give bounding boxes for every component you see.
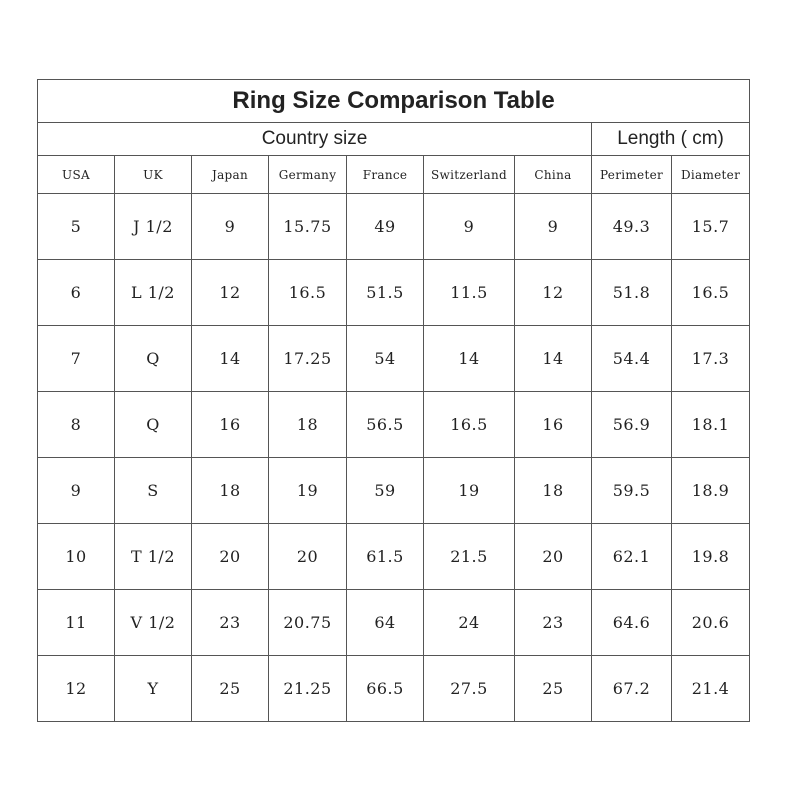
cell-france: 56.5 <box>347 392 424 458</box>
cell-france: 66.5 <box>347 656 424 722</box>
cell-japan: 9 <box>192 194 269 260</box>
cell-perimeter: 67.2 <box>592 656 672 722</box>
cell-usa: 11 <box>38 590 115 656</box>
cell-perimeter: 54.4 <box>592 326 672 392</box>
cell-diameter: 17.3 <box>672 326 750 392</box>
cell-china: 14 <box>515 326 592 392</box>
cell-uk: J 1/2 <box>115 194 192 260</box>
cell-france: 59 <box>347 458 424 524</box>
cell-japan: 16 <box>192 392 269 458</box>
cell-usa: 9 <box>38 458 115 524</box>
table-title: Ring Size Comparison Table <box>38 80 750 123</box>
cell-japan: 20 <box>192 524 269 590</box>
cell-china: 23 <box>515 590 592 656</box>
cell-uk: Q <box>115 326 192 392</box>
cell-uk: Y <box>115 656 192 722</box>
cell-japan: 25 <box>192 656 269 722</box>
cell-usa: 12 <box>38 656 115 722</box>
column-header-perimeter: Perimeter <box>592 156 672 194</box>
table-row <box>38 590 750 656</box>
cell-china: 16 <box>515 392 592 458</box>
cell-france: 49 <box>347 194 424 260</box>
cell-switzerland: 11.5 <box>424 260 515 326</box>
cell-china: 25 <box>515 656 592 722</box>
cell-diameter: 18.9 <box>672 458 750 524</box>
cell-uk: V 1/2 <box>115 590 192 656</box>
cell-germany: 21.25 <box>269 656 347 722</box>
cell-switzerland: 21.5 <box>424 524 515 590</box>
cell-france: 61.5 <box>347 524 424 590</box>
title-row <box>38 80 750 123</box>
cell-japan: 18 <box>192 458 269 524</box>
cell-switzerland: 14 <box>424 326 515 392</box>
cell-perimeter: 62.1 <box>592 524 672 590</box>
cell-diameter: 19.8 <box>672 524 750 590</box>
cell-usa: 8 <box>38 392 115 458</box>
cell-switzerland: 24 <box>424 590 515 656</box>
cell-perimeter: 51.8 <box>592 260 672 326</box>
country-size-header: Country size <box>38 123 592 156</box>
cell-diameter: 20.6 <box>672 590 750 656</box>
table-body <box>38 194 750 722</box>
cell-japan: 23 <box>192 590 269 656</box>
cell-china: 12 <box>515 260 592 326</box>
column-header-usa: USA <box>38 156 115 194</box>
cell-china: 18 <box>515 458 592 524</box>
cell-france: 51.5 <box>347 260 424 326</box>
table-row <box>38 194 750 260</box>
cell-usa: 6 <box>38 260 115 326</box>
cell-diameter: 18.1 <box>672 392 750 458</box>
cell-switzerland: 19 <box>424 458 515 524</box>
column-header-switzerland: Switzerland <box>424 156 515 194</box>
cell-germany: 17.25 <box>269 326 347 392</box>
cell-france: 64 <box>347 590 424 656</box>
cell-perimeter: 56.9 <box>592 392 672 458</box>
cell-china: 9 <box>515 194 592 260</box>
cell-germany: 20 <box>269 524 347 590</box>
ring-size-table <box>37 79 750 722</box>
length-header: Length ( cm) <box>592 123 750 156</box>
cell-germany: 16.5 <box>269 260 347 326</box>
cell-uk: T 1/2 <box>115 524 192 590</box>
table-row <box>38 524 750 590</box>
cell-usa: 5 <box>38 194 115 260</box>
column-header-france: France <box>347 156 424 194</box>
cell-germany: 15.75 <box>269 194 347 260</box>
cell-diameter: 21.4 <box>672 656 750 722</box>
table-row <box>38 260 750 326</box>
cell-perimeter: 49.3 <box>592 194 672 260</box>
cell-uk: L 1/2 <box>115 260 192 326</box>
column-header-china: China <box>515 156 592 194</box>
table-row <box>38 458 750 524</box>
table-row <box>38 656 750 722</box>
cell-usa: 7 <box>38 326 115 392</box>
cell-switzerland: 27.5 <box>424 656 515 722</box>
table-row <box>38 326 750 392</box>
table-row <box>38 392 750 458</box>
cell-usa: 10 <box>38 524 115 590</box>
cell-germany: 18 <box>269 392 347 458</box>
column-header-uk: UK <box>115 156 192 194</box>
cell-uk: Q <box>115 392 192 458</box>
cell-perimeter: 64.6 <box>592 590 672 656</box>
column-header-japan: Japan <box>192 156 269 194</box>
column-header-diameter: Diameter <box>672 156 750 194</box>
cell-switzerland: 9 <box>424 194 515 260</box>
cell-france: 54 <box>347 326 424 392</box>
column-header-row <box>38 156 750 194</box>
cell-japan: 14 <box>192 326 269 392</box>
group-header-row <box>38 123 750 156</box>
cell-japan: 12 <box>192 260 269 326</box>
column-header-germany: Germany <box>269 156 347 194</box>
cell-germany: 20.75 <box>269 590 347 656</box>
cell-diameter: 16.5 <box>672 260 750 326</box>
cell-perimeter: 59.5 <box>592 458 672 524</box>
cell-germany: 19 <box>269 458 347 524</box>
cell-diameter: 15.7 <box>672 194 750 260</box>
cell-switzerland: 16.5 <box>424 392 515 458</box>
cell-uk: S <box>115 458 192 524</box>
cell-china: 20 <box>515 524 592 590</box>
